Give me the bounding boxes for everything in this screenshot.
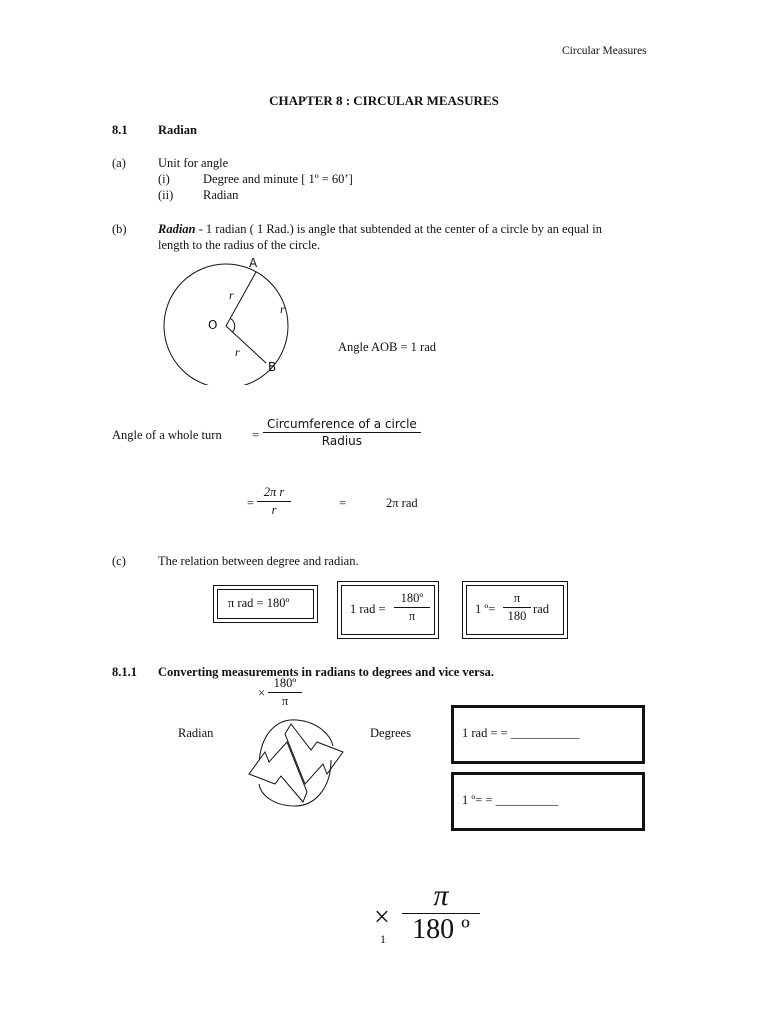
subsection-title: Converting measurements in radians to degrees and vice versa. <box>158 665 494 679</box>
chapter-title: CHAPTER 8 : CIRCULAR MEASURES <box>269 93 499 108</box>
whole-turn-result: 2π rad <box>386 496 418 510</box>
radius-OB <box>226 326 266 363</box>
part-b-line2: length to the radius of the circle. <box>158 238 321 252</box>
fraction-numerator: Circumference of a circle <box>263 417 421 433</box>
arc-length-label: r <box>280 302 285 316</box>
subsection-number: 8.1.1 <box>112 665 137 679</box>
fraction-denominator: π <box>281 694 289 708</box>
fraction-denominator: 180 <box>507 609 527 623</box>
fraction-denominator: r <box>271 503 277 517</box>
one-rad-fraction <box>394 591 430 624</box>
fraction-denominator: 180 º <box>412 914 470 945</box>
relation-box-one-degree <box>466 585 564 635</box>
part-a-label: (a) <box>112 156 126 170</box>
subscript-one: 1 <box>380 932 386 946</box>
one-degree-unit: rad <box>533 602 549 616</box>
fraction-numerator: 2π r <box>257 485 291 502</box>
radius-label-ob: r <box>235 345 240 359</box>
point-b-label: B <box>268 360 277 374</box>
answer-box-degree-to-rad <box>451 772 645 831</box>
part-c-label: (c) <box>112 554 126 568</box>
part-b-label: (b) <box>112 222 127 236</box>
fraction-numerator: 180º <box>268 676 302 693</box>
equals-sign: = <box>247 496 255 510</box>
radian-definition: - 1 radian ( 1 Rad.) is angle that subtended at the center of a circle by an equal in <box>195 222 602 236</box>
radian-term: Radian <box>158 222 196 236</box>
times-symbol: × <box>258 686 266 700</box>
fraction-denominator: π <box>408 609 416 623</box>
point-o-label: O <box>208 318 218 332</box>
times-symbol-large: × <box>374 902 390 933</box>
section-title: Radian <box>158 123 197 137</box>
part-a-text: Unit for angle <box>158 156 229 170</box>
fraction-denominator: Radius <box>321 434 363 448</box>
one-rad-label: 1 rad = <box>350 602 386 616</box>
equals-sign: = <box>339 496 347 510</box>
degree-to-radian-factor <box>402 880 480 945</box>
whole-turn-label: Angle of a whole turn <box>112 428 222 442</box>
conversion-cycle-arrows <box>245 712 345 812</box>
relation-box-pi-rad <box>217 589 314 619</box>
list-item-number: (i) <box>158 172 170 186</box>
point-a-label: A <box>249 256 258 270</box>
fraction-numerator: 180º <box>394 591 430 608</box>
section-number: 8.1 <box>112 123 128 137</box>
list-item-text: Radian <box>203 188 239 202</box>
diagram-caption: Angle AOB = 1 rad <box>338 340 437 354</box>
answer-rad-to-degree-text: 1 rad = = ___________ <box>462 726 580 740</box>
list-item-text: Degree and minute [ 1º = 60’] <box>203 172 353 186</box>
radian-label: Radian <box>178 726 214 740</box>
radian-to-degree-factor <box>268 676 302 709</box>
part-b-line1 <box>158 222 602 237</box>
radius-label-oa: r <box>229 288 234 302</box>
answer-box-rad-to-degree <box>451 705 645 764</box>
two-pi-r-fraction <box>257 485 291 518</box>
angle-arc <box>231 319 235 333</box>
degrees-label: Degrees <box>370 726 411 740</box>
whole-turn-fraction <box>263 417 421 448</box>
fraction-numerator: π <box>402 880 480 914</box>
answer-degree-to-rad-text: 1 º= = __________ <box>462 793 559 807</box>
relation-box-one-rad <box>341 585 435 635</box>
part-c-text: The relation between degree and radian. <box>158 554 359 568</box>
list-item-number: (ii) <box>158 188 174 202</box>
one-degree-fraction <box>503 591 531 624</box>
fraction-numerator: π <box>503 591 531 608</box>
relation-pi-rad-text: π rad = 180º <box>228 596 290 610</box>
equals-sign: = <box>252 428 260 442</box>
one-degree-label: 1 º= <box>475 602 496 616</box>
running-header: Circular Measures <box>562 45 647 57</box>
